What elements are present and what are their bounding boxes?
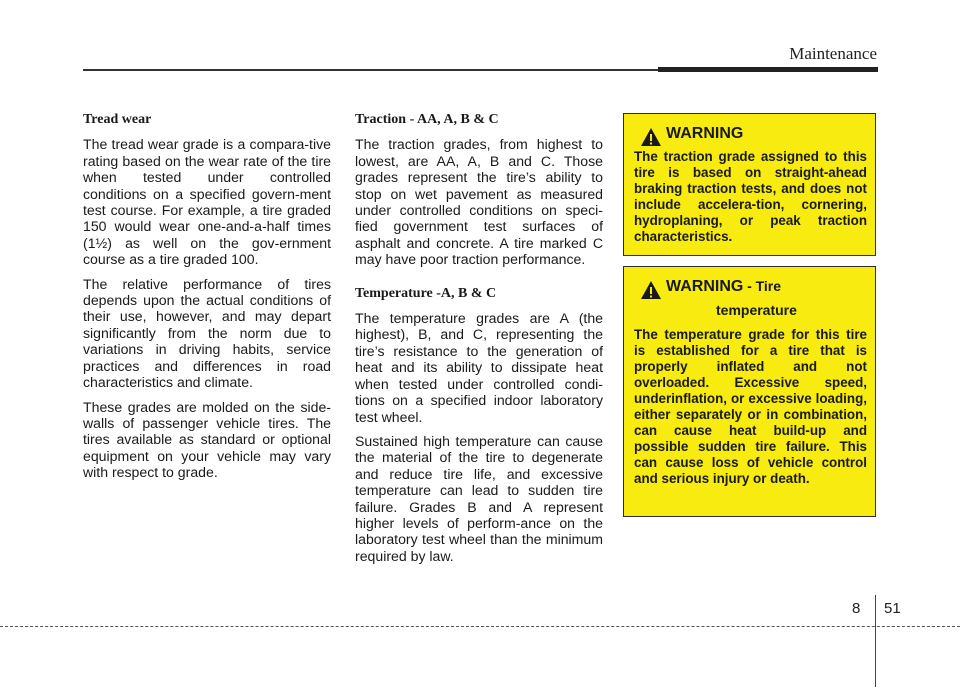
- page-number-divider: [875, 595, 876, 687]
- warning-subtitle: - Tire: [747, 278, 782, 294]
- page-number: 51: [884, 600, 901, 617]
- traction-warning-box: [623, 113, 876, 256]
- warning-body: The temperature grade for this tire is established for a tire that is properly inflated and not overloaded. Excessive speed, underinflation, or excessive loading, either separately or in combination, can cause heat build-up and possible sudden tire failure. This can cause loss of vehicle control and serious injury or death.: [634, 327, 867, 486]
- traction-paragraph: The traction grades, from highest to lowest, are AA, A, B and C. Those grades represent the tire’s ability to stop on wet pavement as measured under controlled conditions on speci-fied government test surfaces of asphalt and concrete. A tire marked C may have poor traction performance.: [355, 136, 603, 268]
- footer-rule: [0, 626, 960, 627]
- temperature-paragraph: Sustained high temperature can cause the material of the tire to degenerate and reduce tire life, and excessive temperature can lead to sudden tire failure. Grades B and A represent higher levels of perform-ance on the laboratory test wheel than the minimum required by law.: [355, 432, 603, 564]
- temperature-paragraph: The temperature grades are A (the highest), B, and C, representing the tire’s resistance to the generation of heat and its ability to dissipate heat when tested under controlled condi-tions on a specified indoor laboratory test wheel.: [355, 310, 603, 425]
- header-rule-accent: [658, 67, 878, 72]
- left-column: [83, 112, 331, 489]
- tread-wear-paragraph: These grades are molded on the side-walls of passenger vehicle tires. The tires available as standard or optional equipment on your vehicle may vary with respect to grade.: [83, 398, 331, 481]
- temperature-heading: Temperature -A, B & C: [355, 285, 497, 301]
- warning-triangle-icon: [640, 280, 662, 300]
- traction-heading: Traction - AA, A, B & C: [355, 112, 499, 127]
- header-rule: [83, 69, 663, 71]
- warning-triangle-icon: [640, 127, 662, 147]
- warning-title: WARNING: [666, 125, 744, 142]
- tread-wear-heading: Tread wear: [83, 112, 152, 127]
- tread-wear-paragraph: The relative performance of tires depends upon the actual conditions of their use, however, and may depart significantly from the norm due to variations in driving habits, service practices and differences in road characteristics and climate.: [83, 275, 331, 391]
- middle-column: [355, 112, 603, 572]
- warning-title: WARNING: [666, 278, 744, 295]
- chapter-number: 8: [852, 600, 861, 617]
- warning-body: The traction grade assigned to this tire is based on straight-ahead braking traction tests, and does not include accelera-tion, cornering, hydroplaning, or peak traction characteristics.: [634, 149, 867, 244]
- warning-subtitle-continued: temperature: [716, 302, 797, 318]
- tread-wear-paragraph: The tread wear grade is a compara-tive rating based on the wear rate of the tire when tested under controlled conditions on a specified govern-ment test course. For example, a tire graded 150 would wear one-and-a-half times (1½) as well on the gov-ernment course as a tire graded 100.: [83, 136, 331, 268]
- temperature-warning-box: [623, 266, 876, 517]
- section-title: Maintenance: [789, 44, 877, 63]
